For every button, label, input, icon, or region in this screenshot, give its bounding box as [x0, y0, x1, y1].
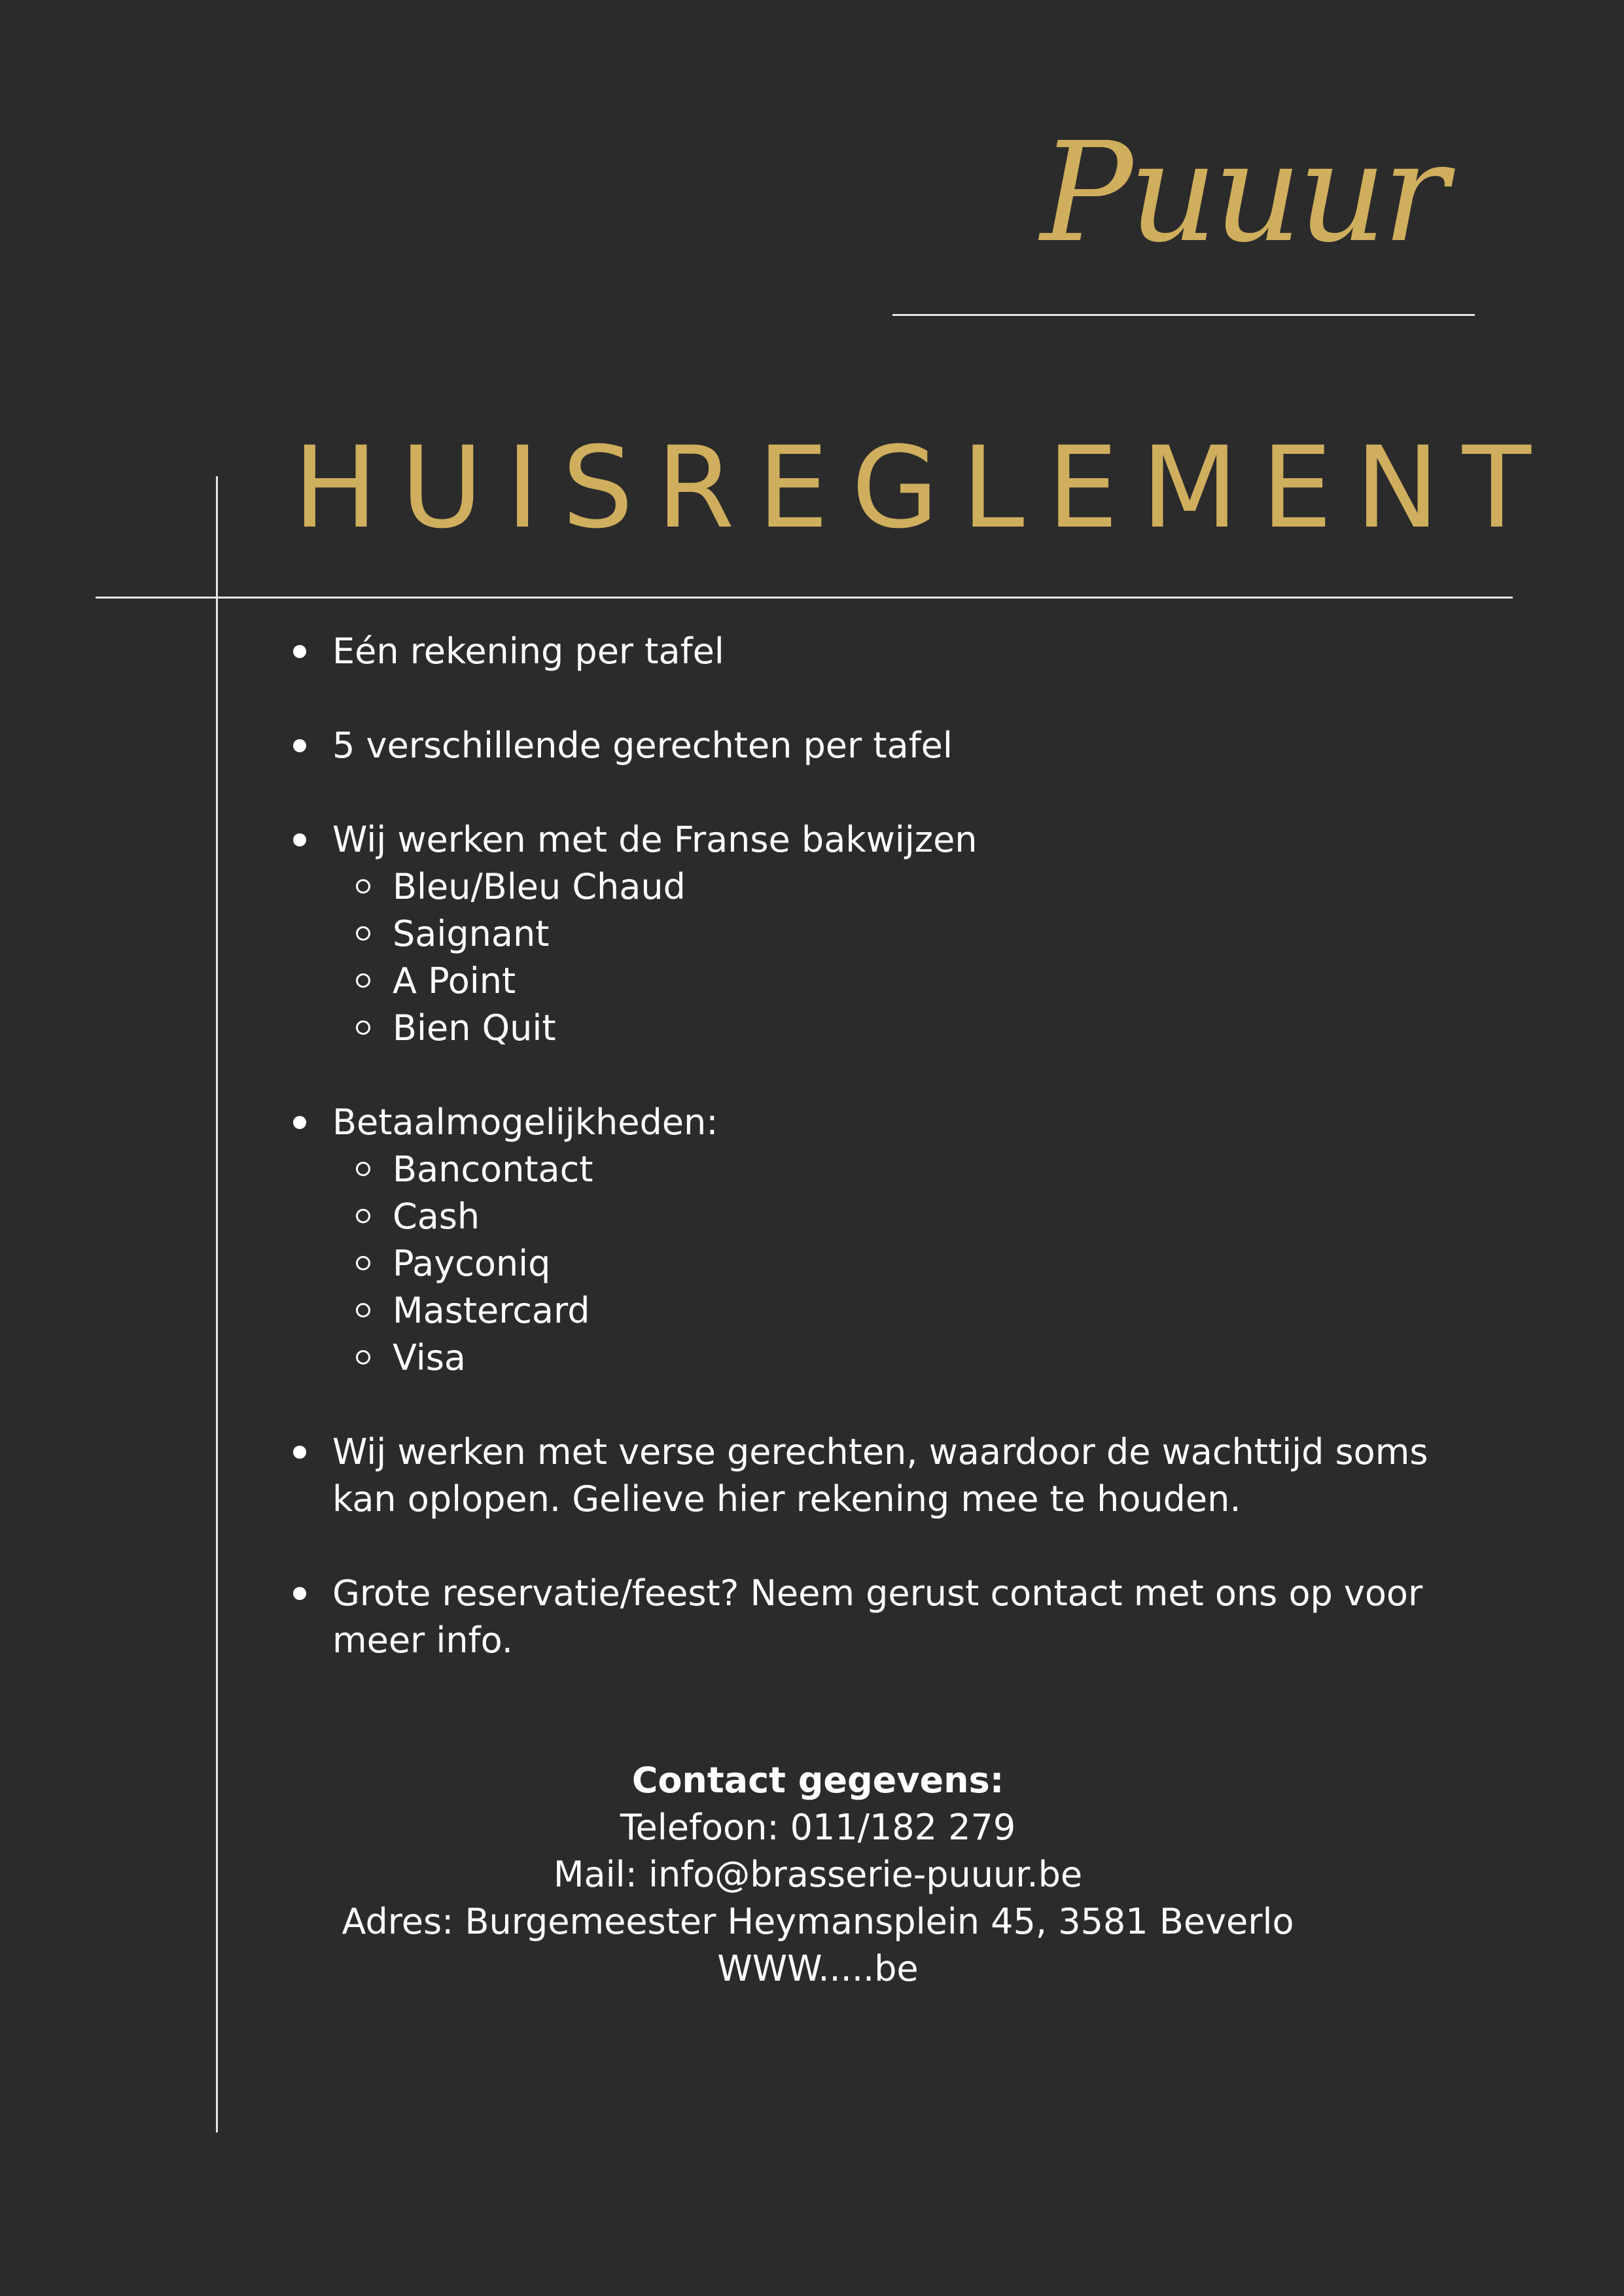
- horizontal-divider: [96, 597, 1513, 599]
- contact-address: Adres: Burgemeester Heymansplein 45, 3581 Beverlo: [342, 1901, 1294, 1942]
- rule-item: [332, 628, 1497, 675]
- rule-item: [332, 1099, 1497, 1382]
- rule-text: Grote reservatie/feest? Neem gerust contact met ons op voor meer info.: [332, 1573, 1423, 1661]
- sub-item: Bien Quit: [393, 1005, 1497, 1052]
- rule-text: 5 verschillende gerechten per tafel: [332, 725, 953, 766]
- rule-text: Eén rekening per tafel: [332, 631, 724, 672]
- rule-text: Wij werken met de Franse bakwijzen: [332, 819, 978, 860]
- sub-item: Bancontact: [393, 1146, 1497, 1193]
- brand-underline: [892, 314, 1475, 316]
- brand-logo: Puuur: [1040, 113, 1445, 273]
- sub-item: Cash: [393, 1193, 1497, 1240]
- vertical-divider: [216, 476, 218, 2132]
- sub-item: Saignant: [393, 911, 1497, 958]
- sub-item: Visa: [393, 1334, 1497, 1382]
- house-rules-list: [281, 628, 1497, 1711]
- rule-item: [332, 722, 1497, 769]
- contact-website: WWW.....be: [717, 1948, 919, 1989]
- contact-block: [281, 1757, 1354, 1992]
- rule-item: [332, 1429, 1497, 1523]
- contact-mail: Mail: info@brasserie-puuur.be: [553, 1854, 1083, 1895]
- sub-item: Payconiq: [393, 1240, 1497, 1287]
- cooking-levels-list: [332, 863, 1497, 1052]
- payment-methods-list: [332, 1146, 1497, 1382]
- contact-heading: Contact gegevens:: [631, 1760, 1004, 1801]
- rule-text: Betaalmogelijkheden:: [332, 1102, 718, 1143]
- sub-item: A Point: [393, 958, 1497, 1005]
- rule-text: Wij werken met verse gerechten, waardoor de wachttijd soms kan oplopen. Gelieve hier rekening mee te houden.: [332, 1431, 1428, 1520]
- rule-item: [332, 816, 1497, 1052]
- page-title: HUISREGLEMENT: [293, 422, 1554, 553]
- rule-item: [332, 1570, 1497, 1664]
- contact-phone: Telefoon: 011/182 279: [620, 1807, 1016, 1848]
- sub-item: Bleu/Bleu Chaud: [393, 863, 1497, 911]
- sub-item: Mastercard: [393, 1287, 1497, 1334]
